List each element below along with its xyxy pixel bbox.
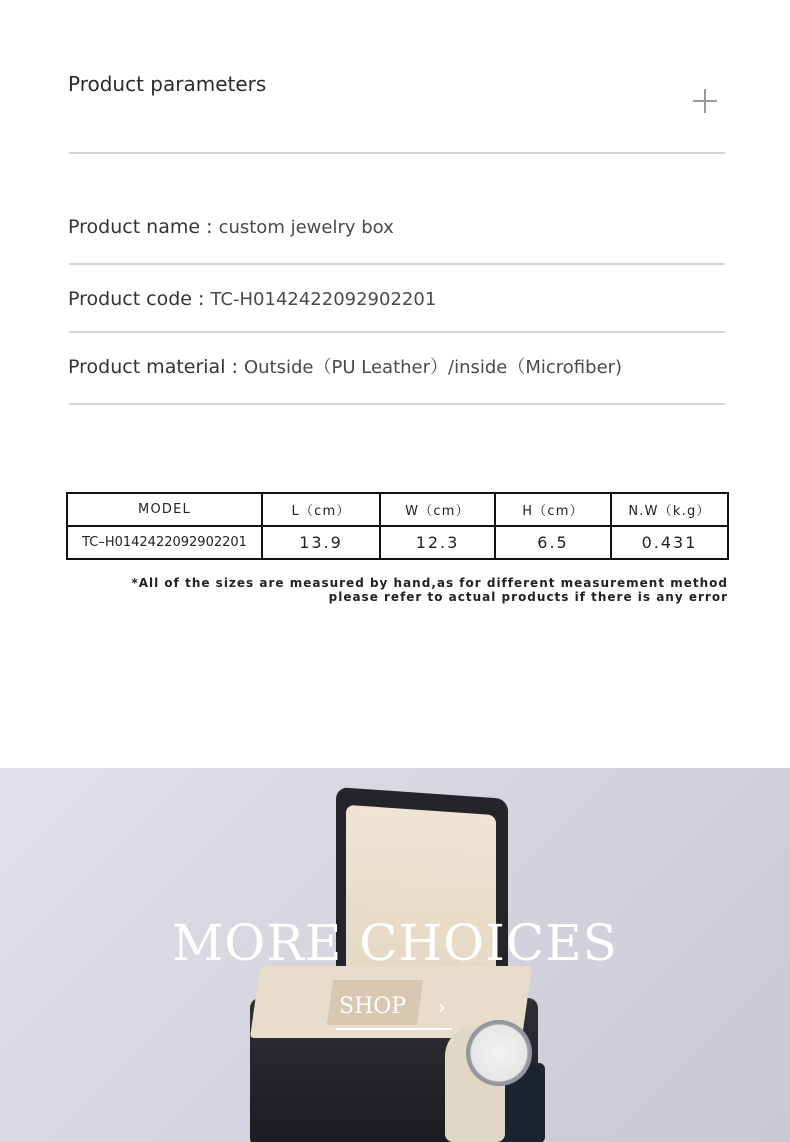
- chevron-right-icon: ›: [438, 995, 446, 1019]
- param-value: Outside（PU Leather）/inside（Microfiber): [243, 357, 623, 378]
- param-value: TC-H0142422092902201: [210, 289, 437, 310]
- param-label: Product material :: [68, 356, 238, 378]
- param-label: Product code :: [68, 288, 205, 310]
- cell-length: 13.9: [262, 526, 380, 559]
- param-row-name: [68, 215, 394, 240]
- banner-headline: MORE CHOICES: [172, 914, 618, 972]
- param-value: custom jewelry box: [218, 217, 394, 238]
- divider: [69, 152, 725, 154]
- header-model: MODEL: [67, 493, 262, 526]
- divider: [69, 331, 725, 333]
- expand-plus-icon[interactable]: [693, 89, 717, 113]
- divider: [69, 403, 725, 405]
- note-line: please refer to actual products if there is any error: [328, 590, 728, 604]
- measurement-note: [131, 576, 728, 604]
- section-title: Product parameters: [68, 72, 267, 96]
- shop-button[interactable]: [336, 990, 452, 1032]
- more-choices-banner: [0, 768, 790, 1142]
- cell-model: TC–H0142422092902201: [67, 526, 262, 559]
- cell-net-weight: 0.431: [611, 526, 728, 559]
- cell-height: 6.5: [495, 526, 611, 559]
- shop-underline: [336, 1028, 452, 1030]
- spec-header-row: [67, 493, 728, 526]
- param-label: Product name :: [68, 216, 213, 238]
- header-length: L（cm）: [262, 493, 380, 526]
- note-line: *All of the sizes are measured by hand,as for different measurement method: [131, 576, 728, 590]
- param-row-code: [68, 287, 436, 312]
- table-row: [67, 526, 728, 559]
- header-height: H（cm）: [495, 493, 611, 526]
- header-net-weight: N.W（k.g）: [611, 493, 728, 526]
- header-width: W（cm）: [380, 493, 495, 526]
- divider: [69, 263, 725, 265]
- param-row-material: [68, 355, 622, 380]
- watch-face: [466, 1020, 532, 1086]
- cell-width: 12.3: [380, 526, 495, 559]
- spec-table: [66, 492, 729, 560]
- shop-label: SHOP: [339, 994, 407, 1019]
